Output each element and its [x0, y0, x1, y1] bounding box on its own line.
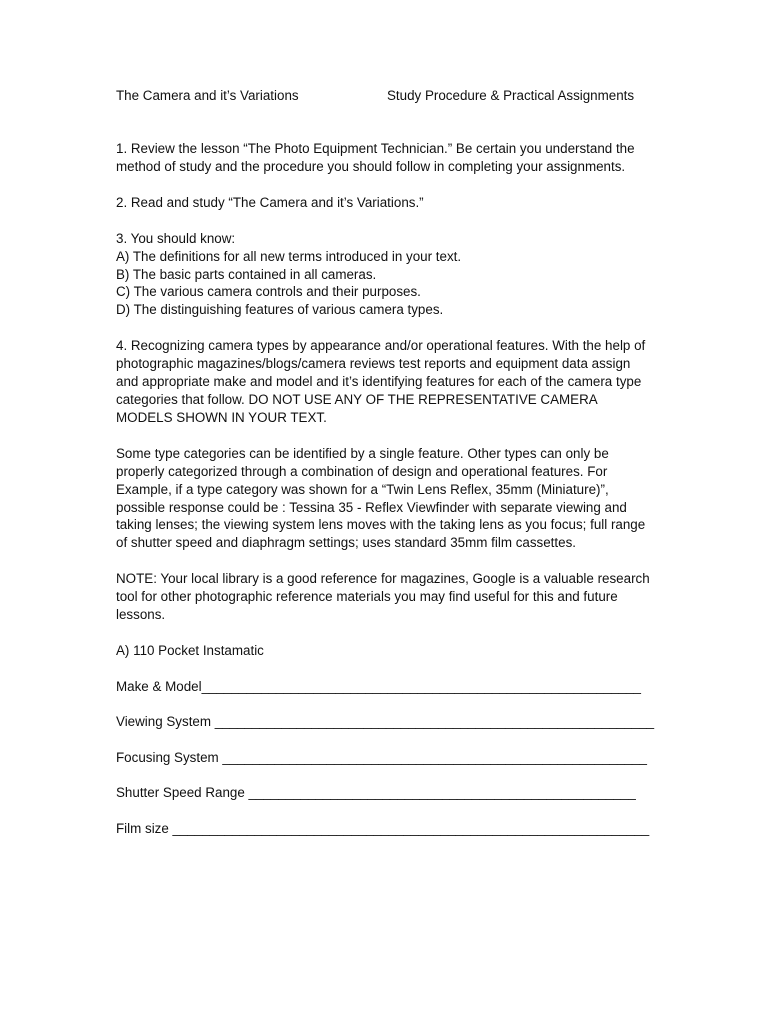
- explanation-paragraph: Some type categories can be identified by a single feature. Other types can only be properly categorized through a combination of design and operational features. For Example, if a type category was shown for a “Twin Lens Reflex, 35mm (Miniature)”, possible response could be : Tessina 35 - Reflex Viewfinder with separate viewing and taking lenses; the viewing system lens moves with the taking lens as you focus; full range of shutter speed and diaphragm settings; uses standard 35mm film cassettes.: [116, 445, 646, 551]
- focusing-system-field[interactable]: Focusing System _________________________________________________________: [116, 749, 647, 765]
- shutter-speed-range-field[interactable]: Shutter Speed Range ____________________________________________________: [116, 785, 636, 801]
- instruction-2: 2. Read and study “The Camera and it’s Variations.”: [116, 194, 424, 210]
- list-item: A) The definitions for all new terms introduced in your text.: [116, 248, 462, 264]
- list-item: B) The basic parts contained in all cameras.: [116, 266, 377, 282]
- instruction-4: 4. Recognizing camera types by appearance and/or operational features. With the help of photographic magazines/blogs/camera reviews test reports and equipment data assign and appropriate make and model and it’s identifying features for each of the camera type categories that follow. DO NOT USE ANY OF THE REPRESENTATIVE CAMERA MODELS SHOWN IN YOUR TEXT.: [116, 338, 646, 425]
- note-paragraph: NOTE: Your local library is a good reference for magazines, Google is a valuable research tool for other photographic reference materials you may find useful for this and future lessons.: [116, 571, 650, 623]
- section-a-heading: A) 110 Pocket Instamatic: [116, 642, 264, 658]
- instruction-1: 1. Review the lesson “The Photo Equipment Technician.” Be certain you understand the method of study and the procedure you should follow in completing your assignments.: [116, 141, 635, 174]
- make-model-field[interactable]: Make & Model___________________________________________________________: [116, 678, 641, 694]
- list-item: C) The various camera controls and their purposes.: [116, 284, 421, 300]
- viewing-system-field[interactable]: Viewing System ___________________________________________________________: [116, 714, 655, 730]
- document-header: [116, 87, 656, 105]
- list-item: D) The distinguishing features of various camera types.: [116, 302, 444, 318]
- instruction-3: [116, 230, 656, 320]
- header-subtitle: Study Procedure & Practical Assignments: [387, 88, 635, 103]
- instruction-3-intro: 3. You should know:: [116, 230, 236, 246]
- header-title: The Camera and it’s Variations: [116, 88, 299, 103]
- film-size-field[interactable]: Film size ________________________________________________________________: [116, 820, 650, 836]
- document-page: [116, 87, 656, 855]
